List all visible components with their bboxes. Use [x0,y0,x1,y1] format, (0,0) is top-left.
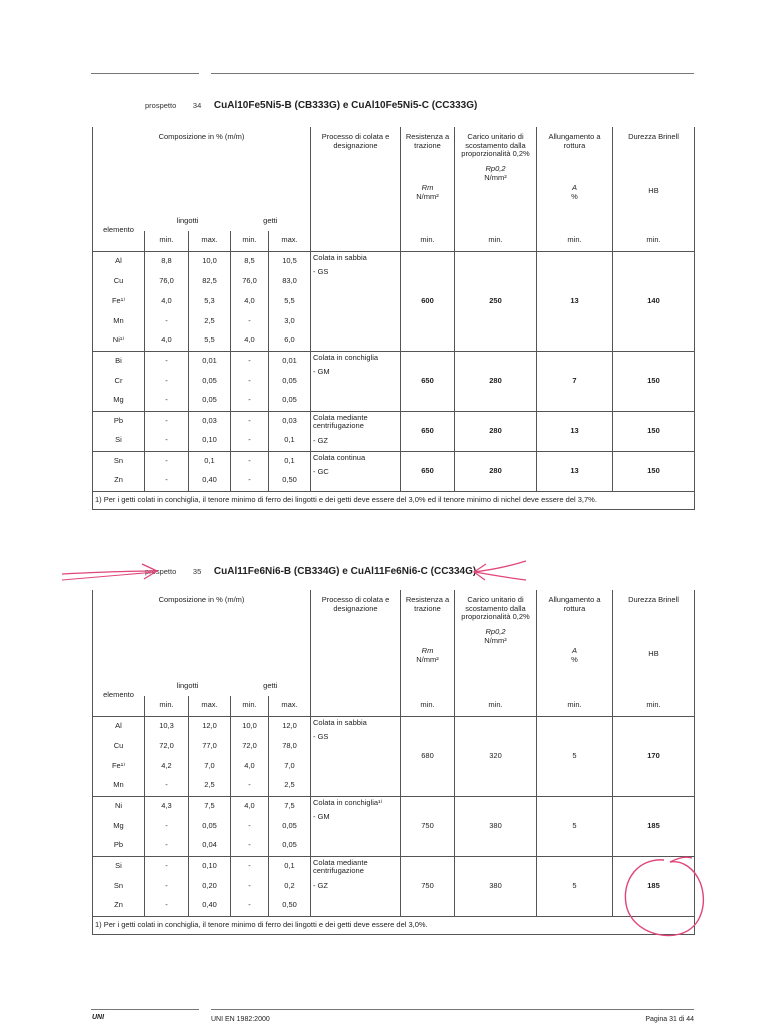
process-header: Processo di colata e designazione [311,590,401,716]
composition-value: 0,10 [189,431,231,451]
process-cell [311,451,401,491]
element-cell: Fe¹⁾ [93,291,145,311]
composition-value: 12,0 [269,716,311,736]
tensile-value: 750 [401,856,455,916]
composition-value: - [145,471,189,491]
min-header: min. [537,696,613,716]
composition-value: 10,5 [269,251,311,271]
process-name: Colata continua [313,452,366,462]
process-cell [311,796,401,856]
composition-value: - [145,371,189,391]
composition-value: - [231,451,269,471]
yield-value: 280 [455,411,537,451]
composition-value: - [145,391,189,411]
composition-value: 4,0 [231,291,269,311]
max-header: max. [189,696,231,716]
composition-value: 6,0 [269,331,311,351]
footer-rule-left [91,1009,199,1010]
min-header: min. [145,231,189,251]
composition-value: - [145,451,189,471]
element-cell: Cu [93,271,145,291]
composition-value: - [145,896,189,916]
composition-value: 0,05 [269,836,311,856]
yield-value: 280 [455,351,537,411]
tensile-value: 650 [401,351,455,411]
castings-header: getti [263,215,278,225]
composition-value: 8,8 [145,251,189,271]
min-header: min. [455,696,537,716]
composition-value: 83,0 [269,271,311,291]
composition-value: - [231,836,269,856]
table-row [93,411,695,431]
composition-value: 4,0 [231,756,269,776]
composition-value: - [231,391,269,411]
composition-value: 4,0 [145,291,189,311]
process-name: Colata in sabbia [313,717,367,727]
composition-value: 0,50 [269,896,311,916]
hardness-value: 150 [613,451,695,491]
composition-value: 0,05 [269,391,311,411]
element-cell: Mn [93,311,145,331]
prospetto-label: prospetto [145,101,177,110]
composition-value: 2,5 [189,776,231,796]
elongation-value: 5 [537,716,613,796]
hardness-value: 170 [613,716,695,796]
process-cell [311,411,401,451]
composition-value: 10,3 [145,716,189,736]
composition-value: 8,5 [231,251,269,271]
footer-logo: UNI [92,1014,105,1021]
composition-value: 72,0 [231,736,269,756]
hardness-header: Durezza Brinell HB [613,590,695,696]
max-header: max. [269,696,311,716]
composition-value: 0,50 [269,471,311,491]
footer-standard: UNI EN 1982:2000 [211,1016,270,1023]
table-row [93,351,695,371]
table-34 [92,127,695,510]
composition-value: 77,0 [189,736,231,756]
composition-value: 82,5 [189,271,231,291]
process-code: - GC [313,467,329,477]
tensile-value: 650 [401,411,455,451]
min-header: min. [613,696,695,716]
process-code: - GZ [313,435,328,445]
min-header: min. [401,696,455,716]
max-header: max. [189,231,231,251]
process-name: Colata in conchiglia¹⁾ [313,797,383,807]
element-cell: Fe¹⁾ [93,756,145,776]
element-cell: Cu [93,736,145,756]
elongation-value: 13 [537,411,613,451]
element-cell: Pb [93,836,145,856]
composition-value: 0,2 [269,876,311,896]
composition-value: - [145,776,189,796]
composition-header: Composizione in % (m/m) [93,590,311,676]
element-cell: Zn [93,471,145,491]
composition-value: 5,5 [269,291,311,311]
composition-value: - [145,816,189,836]
composition-value: 7,5 [269,796,311,816]
composition-value: - [231,471,269,491]
element-cell: Mg [93,816,145,836]
table-number: 34 [192,101,202,110]
element-cell: Si [93,431,145,451]
process-cell [311,251,401,351]
element-cell: Cr [93,371,145,391]
composition-value: - [231,411,269,431]
hardness-value: 185 [613,796,695,856]
composition-header: Composizione in % (m/m) [93,127,311,211]
composition-value: 4,3 [145,796,189,816]
elongation-value: 5 [537,856,613,916]
elongation-header: Allungamento a rottura A % [537,127,613,231]
min-header: min. [537,231,613,251]
composition-value: 5,5 [189,331,231,351]
composition-value: 0,1 [269,431,311,451]
composition-value: - [231,776,269,796]
prospetto-label: prospetto [145,567,177,576]
composition-value: - [231,311,269,331]
process-name: Colata mediante centrifugazione [313,412,368,431]
table-body [93,716,695,916]
elongation-value: 13 [537,251,613,351]
composition-value: 72,0 [145,736,189,756]
process-code: - GZ [313,880,328,890]
composition-value: 10,0 [231,716,269,736]
composition-value: 0,04 [189,836,231,856]
process-code: - GS [313,732,329,742]
table-title: CuAl11Fe6Ni6-B (CB334G) e CuAl11Fe6Ni6-C (CC334G) [213,566,477,577]
yield-header: Carico unitario di scostamento dalla proporzionalità 0,2% Rp0,2 N/mm² [455,590,537,696]
footer-rule-right [211,1009,694,1010]
element-cell: Zn [93,896,145,916]
hardness-value: 150 [613,351,695,411]
element-cell: Sn [93,876,145,896]
composition-value: 5,3 [189,291,231,311]
table-34-caption [145,100,477,111]
composition-value: - [145,351,189,371]
table-row [93,796,695,816]
table-35 [92,590,695,935]
tensile-header: Resistenza a trazione Rm N/mm² [401,590,455,696]
table-row [93,856,695,876]
composition-value: - [145,431,189,451]
composition-value: 4,0 [145,331,189,351]
table-title: CuAl10Fe5Ni5-B (CB333G) e CuAl10Fe5Ni5-C (CC333G) [213,100,478,111]
table-row [93,251,695,271]
elongation-value: 5 [537,796,613,856]
table-note: 1) Per i getti colati in conchiglia, il tenore minimo di ferro dei lingotti e dei getti deve essere del 3,0%. [93,916,695,934]
table-number: 35 [192,567,202,576]
element-cell: Al [93,716,145,736]
composition-value: - [231,431,269,451]
element-cell: Bi [93,351,145,371]
composition-value: 0,03 [189,411,231,431]
min-header: min. [455,231,537,251]
composition-value: - [231,896,269,916]
composition-value: 0,03 [269,411,311,431]
tensile-value: 650 [401,451,455,491]
elongation-value: 13 [537,451,613,491]
composition-value: 7,5 [189,796,231,816]
composition-value: - [231,371,269,391]
composition-value: 10,0 [189,251,231,271]
composition-value: 2,5 [269,776,311,796]
element-header: elemento [93,211,145,251]
tensile-value: 680 [401,716,455,796]
elongation-header: Allungamento a rottura A % [537,590,613,696]
composition-value: 0,20 [189,876,231,896]
composition-value: - [231,351,269,371]
yield-value: 320 [455,716,537,796]
composition-value: 0,05 [269,371,311,391]
composition-value: - [145,411,189,431]
header-rule-left [91,73,199,74]
composition-value: 2,5 [189,311,231,331]
process-name: Colata in sabbia [313,252,367,262]
element-cell: Mn [93,776,145,796]
composition-value: 78,0 [269,736,311,756]
hardness-value: 140 [613,251,695,351]
hardness-value: 185 [613,856,695,916]
process-cell [311,856,401,916]
yield-value: 280 [455,451,537,491]
composition-value: - [145,876,189,896]
element-cell: Sn [93,451,145,471]
max-header: max. [269,231,311,251]
ingots-header: lingotti [176,680,199,690]
composition-value: 3,0 [269,311,311,331]
table-row [93,451,695,471]
yield-header: Carico unitario di scostamento dalla proporzionalità 0,2% Rp0,2 N/mm² [455,127,537,231]
composition-value: - [231,876,269,896]
composition-value: 12,0 [189,716,231,736]
process-cell [311,351,401,411]
composition-value: 7,0 [189,756,231,776]
composition-value: 4,0 [231,331,269,351]
process-code: - GM [313,812,330,822]
castings-header: getti [263,680,278,690]
hardness-value: 150 [613,411,695,451]
composition-value: - [145,311,189,331]
tensile-value: 600 [401,251,455,351]
process-name: Colata in conchiglia [313,352,379,362]
composition-value: 0,1 [269,856,311,876]
process-cell [311,716,401,796]
element-cell: Pb [93,411,145,431]
min-header: min. [613,231,695,251]
annotation-arrow-right-icon [470,556,530,586]
element-cell: Al [93,251,145,271]
table-row [93,716,695,736]
yield-value: 380 [455,856,537,916]
ingots-header: lingotti [176,215,199,225]
element-cell: Ni¹⁾ [93,331,145,351]
element-cell: Si [93,856,145,876]
elongation-value: 7 [537,351,613,411]
process-header: Processo di colata e designazione [311,127,401,251]
min-header: min. [231,696,269,716]
composition-value: - [231,856,269,876]
composition-value: 4,2 [145,756,189,776]
hardness-header: Durezza Brinell HB [613,127,695,231]
composition-value: 4,0 [231,796,269,816]
yield-value: 380 [455,796,537,856]
composition-value: 0,05 [189,371,231,391]
composition-value: 0,01 [189,351,231,371]
composition-value: 0,10 [189,856,231,876]
composition-value: 0,40 [189,896,231,916]
table-body [93,251,695,491]
composition-value: 0,05 [189,816,231,836]
composition-value: 76,0 [145,271,189,291]
table-note: 1) Per i getti colati in conchiglia, il tenore minimo di ferro dei lingotti e dei getti deve essere del 3,0% ed il tenore minimo di nichel deve essere del 3,7%. [93,491,695,509]
composition-value: 0,01 [269,351,311,371]
process-name: Colata mediante centrifugazione [313,857,368,876]
composition-value: 7,0 [269,756,311,776]
min-header: min. [145,696,189,716]
composition-value: - [231,816,269,836]
element-cell: Mg [93,391,145,411]
composition-value: - [145,856,189,876]
min-header: min. [231,231,269,251]
tensile-value: 750 [401,796,455,856]
process-code: - GM [313,367,330,377]
composition-value: - [145,836,189,856]
table-35-caption [145,566,476,577]
composition-value: 76,0 [231,271,269,291]
element-cell: Ni [93,796,145,816]
composition-value: 0,1 [189,451,231,471]
header-rule-right [211,73,694,74]
element-header: elemento [93,676,145,716]
tensile-header: Resistenza a trazione Rm N/mm² [401,127,455,231]
composition-value: 0,05 [269,816,311,836]
yield-value: 250 [455,251,537,351]
composition-value: 0,05 [189,391,231,411]
composition-value: 0,1 [269,451,311,471]
process-code: - GS [313,267,329,277]
min-header: min. [401,231,455,251]
footer-page: Pagina 31 di 44 [645,1016,694,1023]
composition-value: 0,40 [189,471,231,491]
